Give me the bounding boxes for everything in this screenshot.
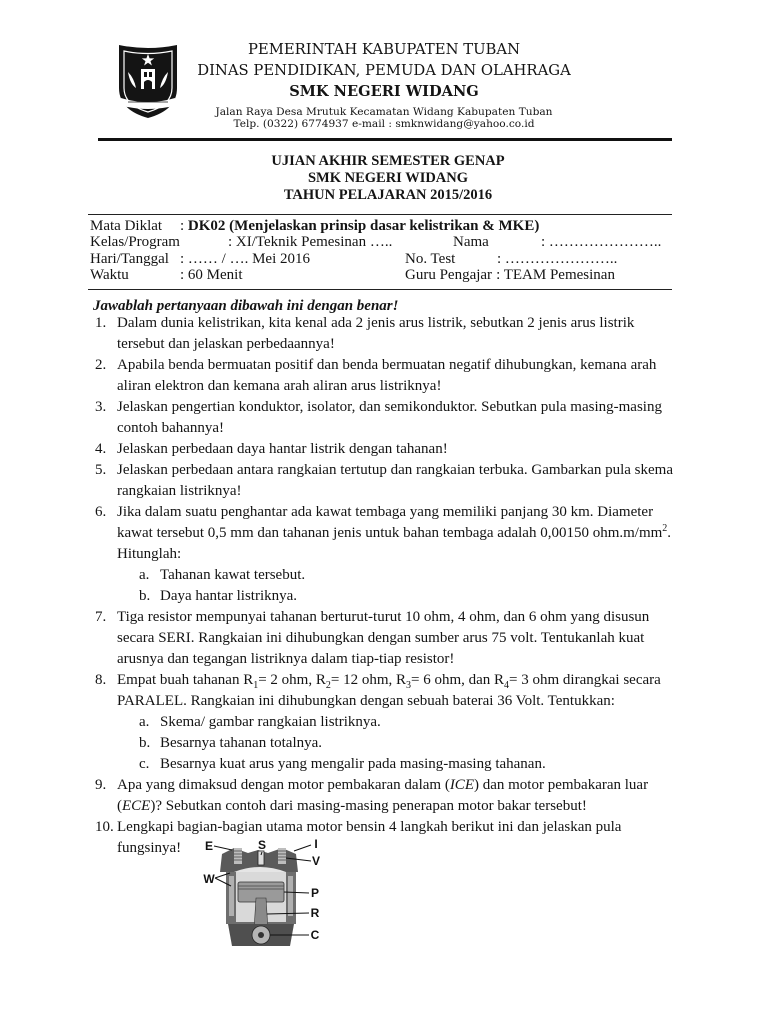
question-text: fungsinya!: [117, 839, 182, 856]
time-value: : 60 Menit: [180, 267, 243, 283]
figure-label-i: I: [314, 837, 318, 851]
question-line: [0, 775, 768, 796]
teacher-label: Guru Pengajar: [405, 267, 493, 283]
sub-question: [0, 586, 768, 607]
teacher-field: [405, 267, 615, 283]
question-line: [0, 313, 768, 334]
date-label: Hari/Tanggal: [90, 251, 169, 267]
question-text: tersebut dan jelaskan perbedaannya!: [117, 335, 335, 352]
sub-question-text: Besarnya tahanan totalnya.: [160, 734, 323, 751]
engine-drawing: [220, 848, 298, 946]
superscript: 2: [662, 522, 668, 534]
time-label: Waktu: [90, 267, 129, 283]
sub-question-letter: a.: [139, 713, 150, 730]
school-address: Jalan Raya Desa Mrutuk Kecamatan Widang Kabupaten Tuban: [215, 106, 553, 118]
question-line: [0, 838, 768, 859]
subscript: 1: [253, 679, 259, 691]
sub-question-letter: b.: [139, 734, 151, 751]
department-heading: DINAS PENDIDIKAN, PEMUDA DAN OLAHRAGA: [197, 62, 571, 79]
sub-question-text: Tahanan kawat tersebut.: [160, 566, 306, 583]
question-3: [0, 397, 768, 439]
question-6: [0, 502, 768, 607]
name-label: Nama: [453, 234, 489, 250]
subject-text: DK02 (Menjelaskan prinsip dasar kelistrikan & MKE): [187, 218, 540, 234]
question-text: ) dan motor pembakaran luar: [473, 776, 649, 793]
question-text: Apa yang dimaksud dengan motor pembakaran dalam (: [117, 776, 450, 793]
question-line: [0, 376, 768, 397]
figure-label-r: R: [310, 906, 320, 920]
question-text: rangkaian listriknya!: [117, 482, 242, 499]
question-text: Jelaskan perbedaan antara rangkaian tertutup dan rangkaian terbuka. Gambarkan pula skema: [117, 461, 674, 478]
question-text: Empat buah tahanan R: [117, 671, 254, 688]
question-text: = 6 ohm, dan R: [411, 671, 505, 688]
exam-title: UJIAN AKHIR SEMESTER GENAP: [271, 153, 505, 169]
question-number: 1.: [95, 314, 107, 331]
question-line: [0, 796, 768, 817]
question-text: Hitunglah:: [117, 545, 182, 562]
italic-term: ICE: [449, 776, 474, 793]
government-heading: PEMERINTAH KABUPATEN TUBAN: [247, 41, 521, 58]
question-text: arusnya dan tegangan listriknya dalam tiap-tiap resistor!: [117, 650, 455, 667]
question-text: PARALEL. Rangkaian ini dihubungkan dengan sebuah baterai 36 Volt. Tentukkan:: [117, 692, 615, 709]
four-stroke-engine-diagram: [198, 836, 328, 948]
figure-label-e: E: [204, 839, 214, 853]
exam-school: SMK NEGERI WIDANG: [307, 170, 469, 186]
question-5: [0, 460, 768, 502]
figure-label-s: S: [257, 838, 267, 852]
question-text: aliran elektron dan kemana arah aliran arus listriknya!: [117, 377, 442, 394]
subject-separator: :: [180, 218, 188, 234]
subscript: 2: [325, 679, 331, 691]
question-8: [0, 670, 768, 775]
figure-label-c: C: [310, 928, 320, 942]
sub-question-letter: c.: [139, 755, 150, 772]
subscript: 3: [406, 679, 411, 691]
test-number-value: : …………………..: [497, 251, 618, 267]
question-line: [0, 439, 768, 460]
school-contact: Telp. (0322) 6774937 e-mail : smknwidang@yahoo.co.id: [233, 118, 535, 130]
name-value: : …………………..: [541, 234, 662, 250]
test-number-label: No. Test: [405, 251, 456, 267]
question-line: [0, 523, 768, 544]
question-text: Jelaskan perbedaan daya hantar listrik dengan tahanan!: [117, 440, 448, 457]
class-value: : XI/Teknik Pemesinan …..: [228, 234, 393, 250]
question-number: 7.: [95, 608, 107, 625]
sub-question: [0, 565, 768, 586]
question-text: .: [667, 524, 672, 541]
question-text: Jelaskan pengertian konduktor, isolator, dan semikonduktor. Sebutkan pula masing-masing: [117, 398, 662, 415]
question-text: = 3 ohm dirangkai secara: [509, 671, 661, 688]
question-number: 4.: [95, 440, 107, 457]
sub-question: [0, 754, 768, 775]
question-text: secara SERI. Rangkaian ini dihubungkan dengan sumber arus 75 volt. Tentukanlah kuat: [117, 629, 645, 646]
question-line: [0, 649, 768, 670]
question-line: [0, 334, 768, 355]
sub-question: [0, 712, 768, 733]
question-2: [0, 355, 768, 397]
question-text: Tiga resistor mempunyai tahanan berturut-turut 10 ohm, 4 ohm, dan 6 ohm yang disusun: [117, 608, 650, 625]
question-number: 2.: [95, 356, 107, 373]
question-line: [0, 502, 768, 523]
question-10: [0, 817, 768, 859]
question-number: 6.: [95, 503, 107, 520]
question-number: 5.: [95, 461, 107, 478]
question-text: Lengkapi bagian-bagian utama motor bensin 4 langkah berikut ini dan jelaskan pula: [117, 818, 622, 835]
question-text: Jika dalam suatu penghantar ada kawat tembaga yang memiliki panjang 30 km. Diameter: [117, 503, 654, 520]
question-text: Dalam dunia kelistrikan, kita kenal ada 2 jenis arus listrik, sebutkan 2 jenis arus listrik: [117, 314, 635, 331]
question-line: [0, 691, 768, 712]
question-text: = 2 ohm, R: [258, 671, 326, 688]
question-text: contoh bahannya!: [117, 419, 225, 436]
question-text: Apabila benda bermuatan positif dan benda bermuatan negatif dihubungkan, kemana arah: [117, 356, 657, 373]
sub-question-text: Daya hantar listriknya.: [160, 587, 298, 604]
school-name: SMK NEGERI WIDANG: [289, 83, 479, 100]
question-line: [0, 817, 768, 838]
sub-question-letter: a.: [139, 566, 150, 583]
question-line: [0, 607, 768, 628]
figure-label-p: P: [310, 886, 320, 900]
figure-label-w: W: [203, 872, 215, 886]
question-line: [0, 481, 768, 502]
figure-label-v: V: [311, 854, 321, 868]
question-line: [0, 355, 768, 376]
question-7: [0, 607, 768, 670]
question-number: 8.: [95, 671, 107, 688]
teacher-value: : TEAM Pemesinan: [496, 267, 615, 283]
question-text: )? Sebutkan contoh dari masing-masing penerapan motor bakar tersebut!: [150, 797, 587, 814]
sub-question: [0, 733, 768, 754]
question-number: 9.: [95, 776, 107, 793]
italic-term: ECE: [122, 797, 151, 814]
letterhead-divider: [98, 138, 672, 141]
question-4: [0, 439, 768, 460]
sub-question-letter: b.: [139, 587, 151, 604]
question-text: kawat tersebut 0,5 mm dan tahanan jenis untuk bahan tembaga adalah 0,00150 ohm.m/mm: [117, 524, 663, 541]
question-line: [0, 397, 768, 418]
subject-value: [180, 218, 539, 234]
subscript: 4: [504, 679, 510, 691]
question-9: [0, 775, 768, 817]
info-top-rule: [88, 214, 672, 215]
question-line: [0, 670, 768, 691]
instructions: Jawablah pertanyaan dibawah ini dengan benar!: [93, 298, 399, 314]
subject-label: Mata Diklat: [90, 218, 163, 234]
question-text: (: [117, 797, 122, 814]
question-line: [0, 544, 768, 565]
info-bottom-rule: [88, 289, 672, 290]
exam-year: TAHUN PELAJARAN 2015/2016: [283, 187, 493, 203]
question-line: [0, 418, 768, 439]
question-number: 10.: [95, 818, 114, 835]
question-line: [0, 628, 768, 649]
question-list: [0, 313, 768, 859]
question-number: 3.: [95, 398, 107, 415]
date-value: : …… / …. Mei 2016: [180, 251, 310, 267]
sub-question-text: Skema/ gambar rangkaian listriknya.: [160, 713, 381, 730]
question-text: = 12 ohm, R: [330, 671, 406, 688]
question-line: [0, 460, 768, 481]
class-label: Kelas/Program: [90, 234, 180, 250]
question-1: [0, 313, 768, 355]
sub-question-text: Besarnya kuat arus yang mengalir pada masing-masing tahanan.: [160, 755, 546, 772]
